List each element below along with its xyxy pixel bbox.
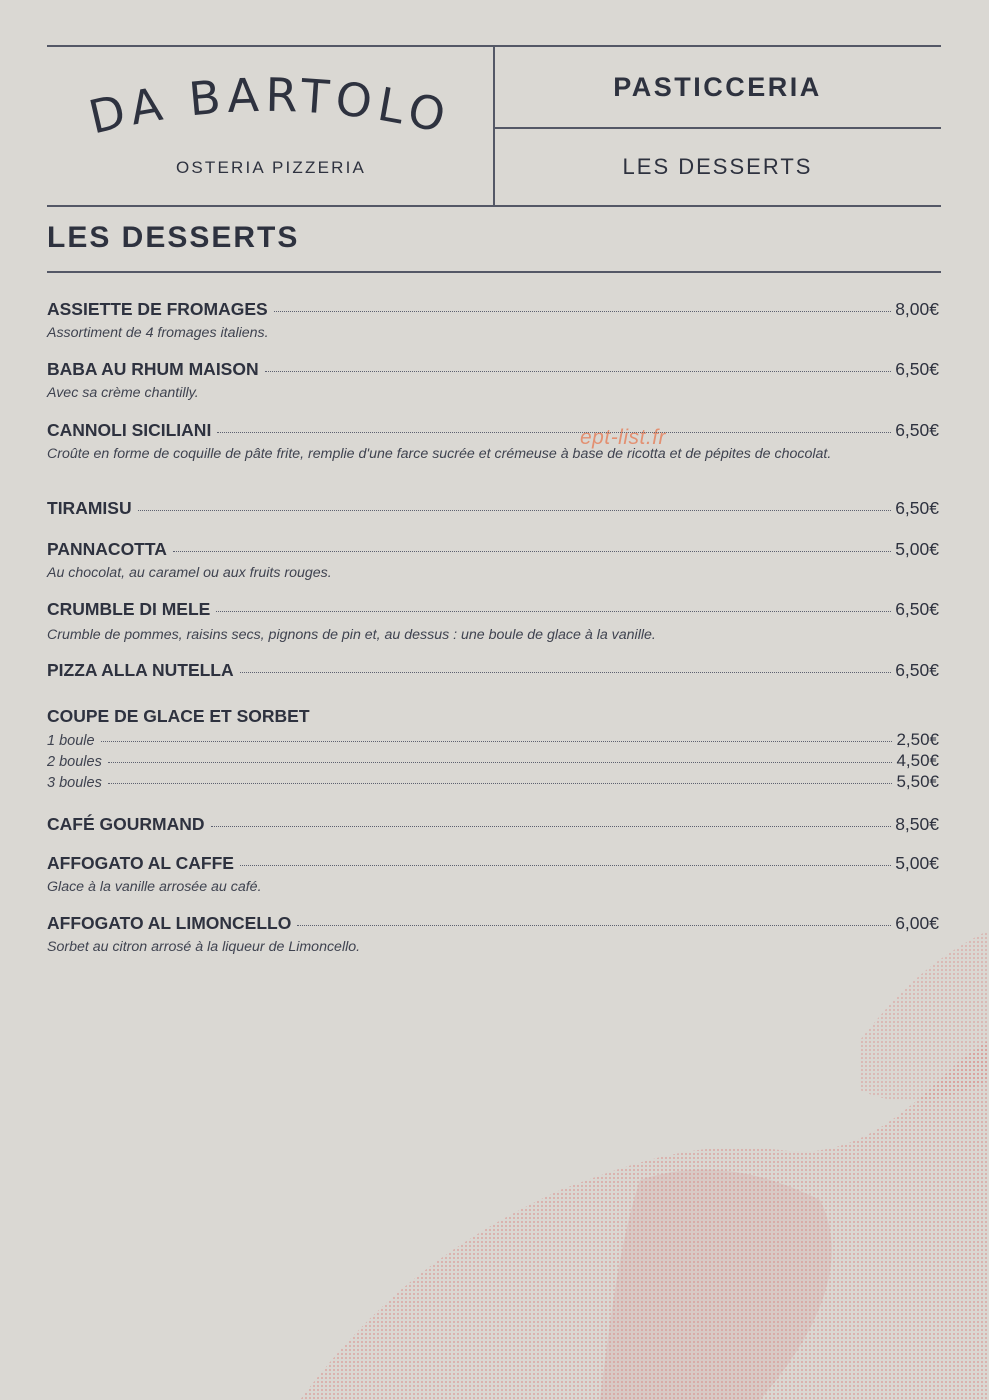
item-description: Au chocolat, au caramel ou aux fruits rouges. [47, 565, 332, 581]
dot-leader [108, 783, 893, 784]
option-price: 5,50€ [896, 772, 939, 791]
dot-leader [217, 432, 891, 433]
menu-item [47, 599, 939, 645]
item-name: PIZZA ALLA NUTELLA [47, 660, 234, 680]
item-price: 6,50€ [895, 498, 939, 518]
item-price: 6,50€ [895, 420, 939, 440]
menu-item [47, 814, 939, 838]
item-name: ASSIETTE DE FROMAGES [47, 299, 268, 319]
dot-leader [240, 865, 891, 866]
option-price: 2,50€ [896, 730, 939, 749]
dot-leader [216, 611, 891, 612]
item-price: 6,50€ [895, 359, 939, 379]
menu-item [47, 913, 939, 957]
dot-leader [265, 371, 892, 372]
brand-logo [60, 67, 480, 165]
item-description: Croûte en forme de coquille de pâte frite, remplie d'une farce sucrée et crémeuse à base de ricotta et de pépites de chocolat. [47, 446, 832, 462]
dot-leader [240, 672, 892, 673]
item-name: COUPE DE GLACE ET SORBET [47, 706, 310, 726]
menu-item [47, 660, 939, 684]
dot-leader [173, 551, 891, 552]
item-name: TIRAMISU [47, 498, 132, 518]
item-description: Avec sa crème chantilly. [47, 385, 199, 401]
section-divider [494, 127, 941, 129]
page-title: LES DESSERTS [47, 221, 300, 254]
item-price: 6,00€ [895, 913, 939, 933]
dot-leader [108, 762, 893, 763]
item-price: 5,00€ [895, 853, 939, 873]
section-title: PASTICCERIA [613, 72, 822, 102]
menu-item [47, 853, 939, 897]
item-name: CANNOLI SICILIANI [47, 420, 212, 440]
option-name: 3 boules [47, 775, 102, 791]
subsection-title: LES DESSERTS [622, 154, 813, 179]
item-option [47, 730, 939, 751]
menu-item [47, 706, 939, 793]
item-price: 5,00€ [895, 539, 939, 559]
menu-item [47, 420, 939, 464]
option-price: 4,50€ [896, 751, 939, 770]
item-name: BABA AU RHUM MAISON [47, 359, 259, 379]
dot-leader [211, 826, 892, 827]
menu-item [47, 359, 939, 403]
item-option [47, 751, 939, 772]
dot-leader [101, 741, 893, 742]
dot-leader [274, 311, 891, 312]
brand-name: DA BARTOLO [83, 67, 457, 145]
item-description: Assortiment de 4 fromages italiens. [47, 325, 269, 341]
menu-item [47, 498, 939, 522]
option-name: 2 boules [47, 754, 102, 770]
header-divider [493, 45, 495, 207]
item-price: 6,50€ [895, 660, 939, 680]
item-description: Crumble de pommes, raisins secs, pignons de pin et, au dessus : une boule de glace à la vanille. [47, 627, 656, 643]
menu-item [47, 539, 939, 583]
item-price: 8,00€ [895, 299, 939, 319]
option-name: 1 boule [47, 733, 95, 749]
brand-subtitle: OSTERIA PIZZERIA [175, 158, 367, 177]
title-rule [47, 271, 941, 273]
item-name: AFFOGATO AL LIMONCELLO [47, 913, 292, 933]
item-name: PANNACOTTA [47, 539, 167, 559]
item-price: 6,50€ [895, 599, 939, 619]
item-name: CAFÉ GOURMAND [47, 814, 205, 834]
item-option [47, 772, 939, 793]
item-name: AFFOGATO AL CAFFE [47, 853, 234, 873]
item-description: Sorbet au citron arrosé à la liqueur de Limoncello. [47, 939, 361, 955]
menu-item [47, 299, 939, 343]
dot-leader [138, 510, 892, 511]
dot-leader [297, 925, 891, 926]
item-description: Glace à la vanille arrosée au café. [47, 879, 262, 895]
item-price: 8,50€ [895, 814, 939, 834]
watermark: ept-list.fr [580, 426, 667, 449]
item-name: CRUMBLE DI MELE [47, 599, 211, 619]
